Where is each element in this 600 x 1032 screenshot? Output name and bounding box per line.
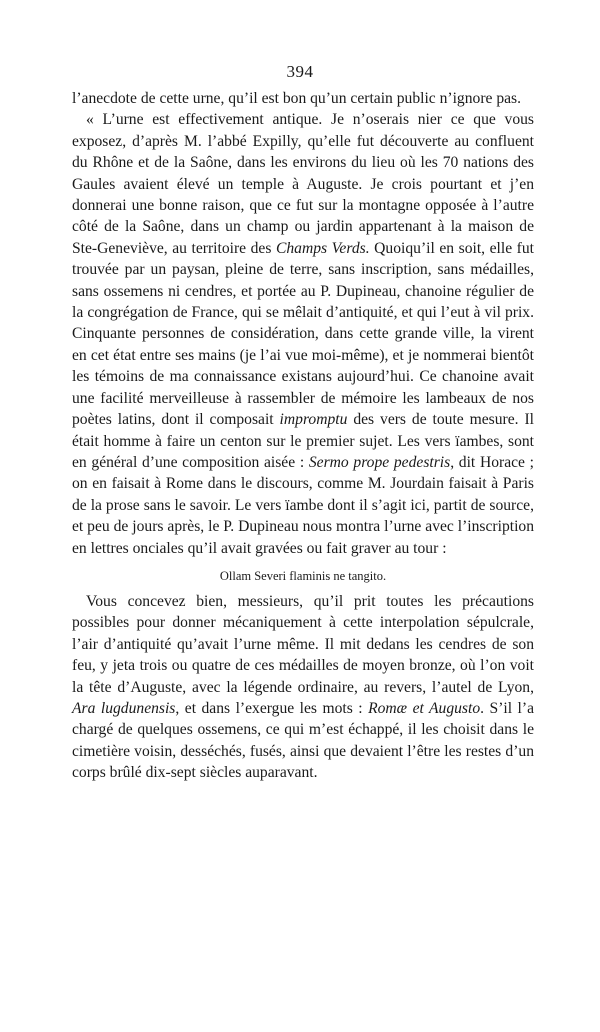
- paragraph-text: Quoiqu’il en soit, elle fut trouvée par un paysan, pleine de terre, sans inscription, sans médailles, sans ossemens ni cendres, et portée au P. Dupineau, chanoine régulier de la congrégation de France, qui se mêlait d’antiquité, et qui l’eut à vil prix. Cinquante personnes de considération, dans cette grande ville, la virent en cet état entre ses mains (je l’ai vue moi-même), et je nommerai bientôt les témoins de ma connaissance existans aujourd’hui. Ce chanoine avait une facilité merveilleuse à rassembler de mémoire les lambeaux de nos poètes latins, dont il composait: [72, 239, 534, 429]
- italic-sermo: Sermo prope pedestris: [308, 453, 451, 471]
- paragraph-text: « L’urne est effectivement antique. Je n’oserais nier ce que vous exposez, d’après M. l’abbé Expilly, qu’elle fut découverte au confluent du Rhône et de la Saône, dans les environs du lieu où les 70 nations des Gaules avaient élevé un temple à Auguste. Je crois pourtant et j’en donnerai une bonne raison, que ce fut sur la montagne opposée à l’autre côté de la Saône, dans un champ ou jardin appartenant à la maison de Ste-Geneviève, au territoire des: [72, 111, 534, 257]
- paragraph-precautions: [72, 591, 534, 784]
- paragraph-text: , dit Horace ; on en faisait à Rome dans le discours, comme M. Jourdain faisait à Paris de la prose sans le savoir. Le vers ïambe dont il s’agit ici, partit de source, et peu de jours après, le P. Dupineau nous montra l’urne avec l’inscription en lettres onciales qu’il avait gravées ou fait graver au tour :: [72, 453, 534, 557]
- paragraph-text: des vers de toute mesure. Il était homme à faire un centon sur le premier sujet. Les vers ïambes, sont en général d’une composition aisée :: [72, 411, 534, 471]
- italic-ara: Ara lugdunensis: [72, 699, 176, 717]
- paragraph-text: . S’il l’a chargé de quelques ossemens, ce qui m’est échappé, il les choisit dans le cimetière voisin, desséchés, fusés, ainsi que devaient l’être les restes d’un corps brûlé dix-sept siècles auparavant.: [72, 699, 534, 782]
- italic-impromptu: impromptu: [279, 411, 348, 429]
- italic-romae: Romæ et Augusto: [368, 699, 481, 717]
- inscription-quote: Ollam Severi flaminis ne tangito.: [219, 568, 387, 583]
- paragraph-urne: [72, 109, 534, 559]
- paragraph-text: l’anecdote de cette urne, qu’il est bon qu’un certain public n’ignore pas.: [72, 90, 522, 107]
- paragraph-continuation: [72, 88, 534, 109]
- page-body: [72, 88, 534, 784]
- page-number: 394: [286, 62, 314, 81]
- paragraph-text: , et dans l’exergue les mots :: [175, 699, 369, 717]
- italic-champs-verds: Champs Verds.: [275, 239, 370, 257]
- paragraph-text: Vous concevez bien, messieurs, qu’il prit toutes les précautions possibles pour donner mécaniquement à cette interpolation sépulcrale, l’air d’antiquité qu’avait l’urne même. Il mit dedans les cendres de son feu, y jeta trois ou quatre de ces médailles de moyen bronze, où l’on voit la tête d’Auguste, avec la légende ordinaire, au revers, l’autel de Lyon,: [72, 592, 534, 696]
